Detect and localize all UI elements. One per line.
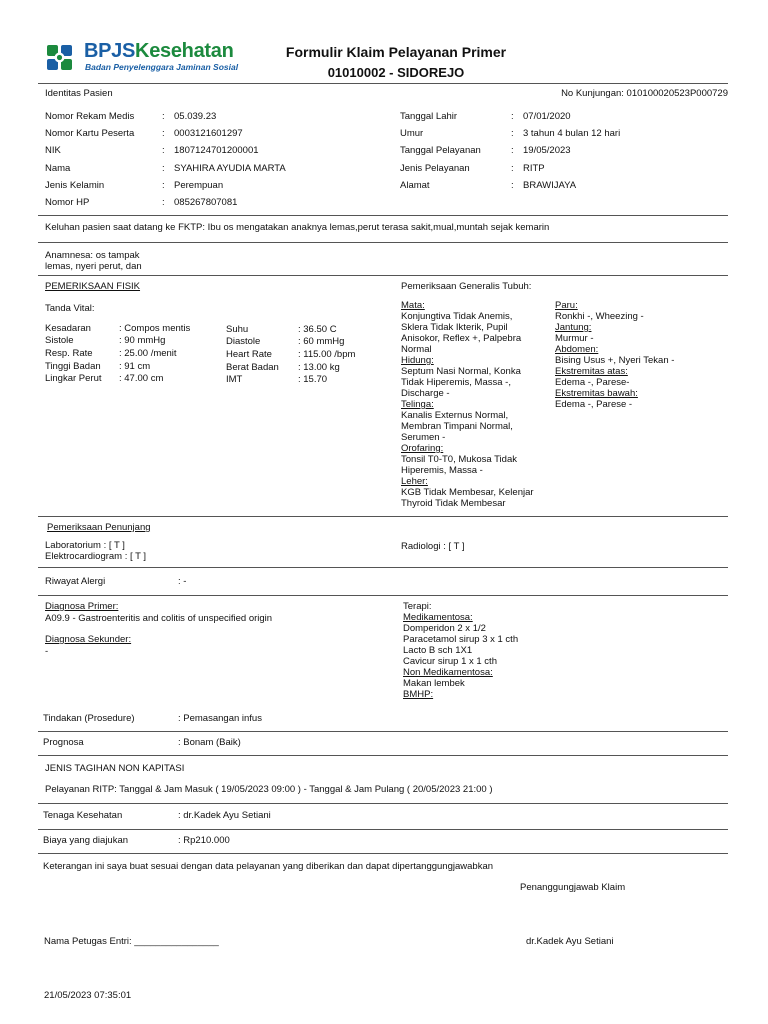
- medikamentosa-heading: Medikamentosa:: [403, 612, 473, 623]
- generalis-col-2: [555, 300, 674, 410]
- label-kartu-peserta: Nomor Kartu Peserta: [45, 128, 135, 139]
- divider: [38, 755, 728, 756]
- mata-line: Konjungtiva Tidak Anemis,: [401, 311, 513, 322]
- label-imt: IMT: [226, 374, 243, 385]
- value-tanggal-pelayanan: 19/05/2023: [523, 145, 571, 156]
- prognosa-label: Prognosa: [43, 737, 84, 748]
- jantung-value: Murmur -: [555, 333, 594, 344]
- tindakan-label: Tindakan (Prosedure): [43, 713, 135, 724]
- diagnosa-primer-value: A09.9 - Gastroenteritis and colitis of unspecified origin: [45, 613, 273, 624]
- divider: [38, 516, 728, 517]
- label-umur: Umur: [400, 128, 424, 139]
- abdomen-heading: Abdomen:: [555, 344, 599, 355]
- print-timestamp: 21/05/2023 07:35:01: [44, 990, 132, 1001]
- orofaring-line: Tonsil T0-T0, Mukosa Tidak: [401, 454, 517, 465]
- divider: [38, 567, 728, 568]
- label-tanggal-pelayanan: Tanggal Pelayanan: [400, 145, 481, 156]
- value-jenis-kelamin: Perempuan: [174, 180, 224, 191]
- terapi-block: [403, 601, 518, 700]
- alergi-label: Riwayat Alergi: [45, 576, 106, 587]
- diagnosa-sekunder-heading: Diagnosa Sekunder:: [45, 634, 132, 645]
- label-heart-rate: Heart Rate: [226, 349, 272, 360]
- divider: [38, 275, 728, 276]
- terapi-title: Terapi:: [403, 601, 432, 612]
- value-nama: SYAHIRA AYUDIA MARTA: [174, 163, 286, 174]
- dokter-signature-name: dr.Kadek Ayu Setiani: [526, 936, 614, 947]
- medikamentosa-item: Paracetamol sirup 3 x 1 cth: [403, 634, 519, 645]
- colon: :: [511, 145, 514, 156]
- label-lingkar-perut: Lingkar Perut: [45, 373, 102, 384]
- hidung-heading: Hidung:: [401, 355, 434, 366]
- colon: :: [162, 180, 165, 191]
- form-subtitle: 01010002 - SIDOREJO: [327, 65, 465, 80]
- label-kesadaran: Kesadaran: [45, 323, 91, 334]
- label-nama: Nama: [45, 163, 71, 174]
- label-tinggi-badan: Tinggi Badan: [45, 361, 101, 372]
- label-jenis-kelamin: Jenis Kelamin: [45, 180, 105, 191]
- paru-value: Ronkhi -, Wheezing -: [555, 311, 644, 322]
- divider: [38, 215, 728, 216]
- value-alamat: BRAWIJAYA: [523, 180, 577, 191]
- label-alamat: Alamat: [400, 180, 430, 191]
- anamnesa-line-1: Anamnesa: os tampak: [45, 250, 140, 261]
- value-resp-rate: : 25.00 /menit: [119, 348, 177, 359]
- value-nomor-hp: 085267807081: [174, 197, 238, 208]
- medikamentosa-item: Cavicur sirup 1 x 1 cth: [403, 656, 497, 667]
- value-diastole: : 60 mmHg: [298, 336, 345, 347]
- label-diastole: Diastole: [226, 336, 261, 347]
- ekstremitas-atas-heading: Ekstremitas atas:: [555, 366, 628, 377]
- mata-line: Sklera Tidak Ikterik, Pupil: [401, 322, 508, 333]
- leher-heading: Leher:: [401, 476, 428, 487]
- value-suhu: : 36.50 C: [298, 324, 337, 335]
- penunjang-title: Pemeriksaan Penunjang: [47, 522, 151, 533]
- diagnosa-primer-heading: Diagnosa Primer:: [45, 601, 119, 612]
- diagnosa-sekunder-value: -: [45, 646, 49, 657]
- mata-heading: Mata:: [401, 300, 425, 311]
- value-jenis-pelayanan: RITP: [523, 163, 545, 174]
- telinga-line: Kanalis Externus Normal,: [401, 410, 509, 421]
- leher-line: KGB Tidak Membesar, Kelenjar: [401, 487, 534, 498]
- biaya-label: Biaya yang diajukan: [43, 835, 129, 846]
- petugas-entri: Nama Petugas Entri: ________________: [44, 936, 219, 947]
- value-kartu-peserta: 0003121601297: [174, 128, 243, 139]
- divider: [38, 595, 728, 596]
- colon: :: [162, 197, 165, 208]
- keluhan-text: Keluhan pasien saat datang ke FKTP: Ibu os mengatakan anaknya lemas,perut terasa sakit,mual,muntah sejak kemarin: [45, 222, 550, 233]
- label-tanggal-lahir: Tanggal Lahir: [400, 111, 458, 122]
- hidung-line: Discharge -: [401, 388, 450, 399]
- label-berat-badan: Berat Badan: [226, 362, 279, 373]
- label-resp-rate: Resp. Rate: [45, 348, 93, 359]
- label-nik: NIK: [45, 145, 61, 156]
- value-tanggal-lahir: 07/01/2020: [523, 111, 571, 122]
- divider: [38, 829, 728, 830]
- hidung-line: Septum Nasi Normal, Konka: [401, 366, 521, 377]
- colon: :: [511, 163, 514, 174]
- label-sistole: Sistole: [45, 335, 74, 346]
- telinga-line: Serumen -: [401, 432, 446, 443]
- anamnesa-line-2: lemas, nyeri perut, dan: [45, 261, 142, 272]
- orofaring-line: Hiperemis, Massa -: [401, 465, 483, 476]
- laboratorium: Laboratorium : [ T ]: [45, 540, 125, 551]
- elektrocardiogram: Elektrocardiogram : [ T ]: [45, 551, 147, 562]
- divider: [38, 853, 728, 854]
- tenaga-value: : dr.Kadek Ayu Setiani: [178, 810, 271, 821]
- mata-line: Normal: [401, 344, 432, 355]
- telinga-line: Membran Timpani Normal,: [401, 421, 513, 432]
- tenaga-label: Tenaga Kesehatan: [43, 810, 123, 821]
- divider: [38, 731, 728, 732]
- non-medikamentosa-heading: Non Medikamentosa:: [403, 667, 493, 678]
- colon: :: [162, 111, 165, 122]
- generalis-title: Pemeriksaan Generalis Tubuh:: [401, 281, 532, 292]
- label-suhu: Suhu: [226, 324, 249, 335]
- tagihan-title: JENIS TAGIHAN NON KAPITASI: [45, 763, 185, 774]
- value-berat-badan: : 13.00 kg: [298, 362, 340, 373]
- ekstremitas-bawah-heading: Ekstremitas bawah:: [555, 388, 638, 399]
- bpjs-logo-text: BPJSKesehatan: [84, 40, 234, 62]
- prognosa-value: : Bonam (Baik): [178, 737, 241, 748]
- value-rekam-medis: 05.039.23: [174, 111, 217, 122]
- divider: [38, 803, 728, 804]
- tindakan-value: : Pemasangan infus: [178, 713, 262, 724]
- ekstremitas-bawah-value: Edema -, Parese -: [555, 399, 633, 410]
- value-imt: : 15.70: [298, 374, 328, 385]
- form-title: Formulir Klaim Pelayanan Primer: [285, 44, 507, 60]
- ekstremitas-atas-value: Edema -, Parese-: [555, 377, 630, 388]
- colon: :: [162, 128, 165, 139]
- medikamentosa-item: Domperidon 2 x 1/2: [403, 623, 486, 634]
- label-jenis-pelayanan: Jenis Pelayanan: [400, 163, 470, 174]
- value-sistole: : 90 mmHg: [119, 335, 166, 346]
- abdomen-value: Bising Usus +, Nyeri Tekan -: [555, 355, 675, 366]
- medikamentosa-item: Lacto B sch 1X1: [403, 645, 473, 656]
- generalis-col-1: [401, 300, 534, 509]
- fisik-title: PEMERIKSAAN FISIK: [45, 281, 141, 292]
- bmhp-heading: BMHP:: [403, 689, 434, 700]
- divider: [38, 242, 728, 243]
- value-heart-rate: : 115.00 /bpm: [298, 349, 356, 360]
- orofaring-heading: Orofaring:: [401, 443, 444, 454]
- tagihan-detail: Pelayanan RITP: Tanggal & Jam Masuk ( 19/05/2023 09:00 ) - Tanggal & Jam Pulang ( 20/05/2023 21:00 ): [45, 784, 493, 795]
- bpjs-logo-subtitle: Badan Penyelenggara Jaminan Sosial: [85, 62, 239, 72]
- value-tinggi-badan: : 91 cm: [119, 361, 151, 372]
- penanggungjawab-label: Penanggungjawab Klaim: [520, 882, 626, 893]
- value-lingkar-perut: : 47.00 cm: [119, 373, 164, 384]
- value-umur: 3 tahun 4 bulan 12 hari: [523, 128, 621, 139]
- jantung-heading: Jantung:: [555, 322, 592, 333]
- value-nik: 1807124701200001: [174, 145, 259, 156]
- identitas-label: Identitas Pasien: [45, 88, 113, 99]
- radiologi: Radiologi : [ T ]: [401, 541, 465, 552]
- value-kesadaran: : Compos mentis: [119, 323, 191, 334]
- no-kunjungan: No Kunjungan: 010100020523P000729: [561, 88, 728, 99]
- alergi-value: : -: [178, 576, 187, 587]
- colon: :: [511, 128, 514, 139]
- colon: :: [162, 163, 165, 174]
- telinga-heading: Telinga:: [401, 399, 434, 410]
- bpjs-logo-icon: [45, 42, 75, 74]
- colon: :: [162, 145, 165, 156]
- divider: [38, 83, 728, 84]
- colon: :: [511, 111, 514, 122]
- tanda-vital-label: Tanda Vital:: [45, 303, 95, 314]
- keterangan-text: Keterangan ini saya buat sesuai dengan data pelayanan yang diberikan dan dapat dipertanggungjawabkan: [43, 861, 494, 872]
- leher-line: Thyroid Tidak Membesar: [401, 498, 506, 509]
- non-medikamentosa-item: Makan lembek: [403, 678, 465, 689]
- biaya-value: : Rp210.000: [178, 835, 230, 846]
- paru-heading: Paru:: [555, 300, 578, 311]
- mata-line: Anisokor, Reflex +, Palpebra: [401, 333, 522, 344]
- label-rekam-medis: Nomor Rekam Medis: [45, 111, 135, 122]
- label-nomor-hp: Nomor HP: [45, 197, 90, 208]
- hidung-line: Tidak Hiperemis, Massa -,: [401, 377, 511, 388]
- colon: :: [511, 180, 514, 191]
